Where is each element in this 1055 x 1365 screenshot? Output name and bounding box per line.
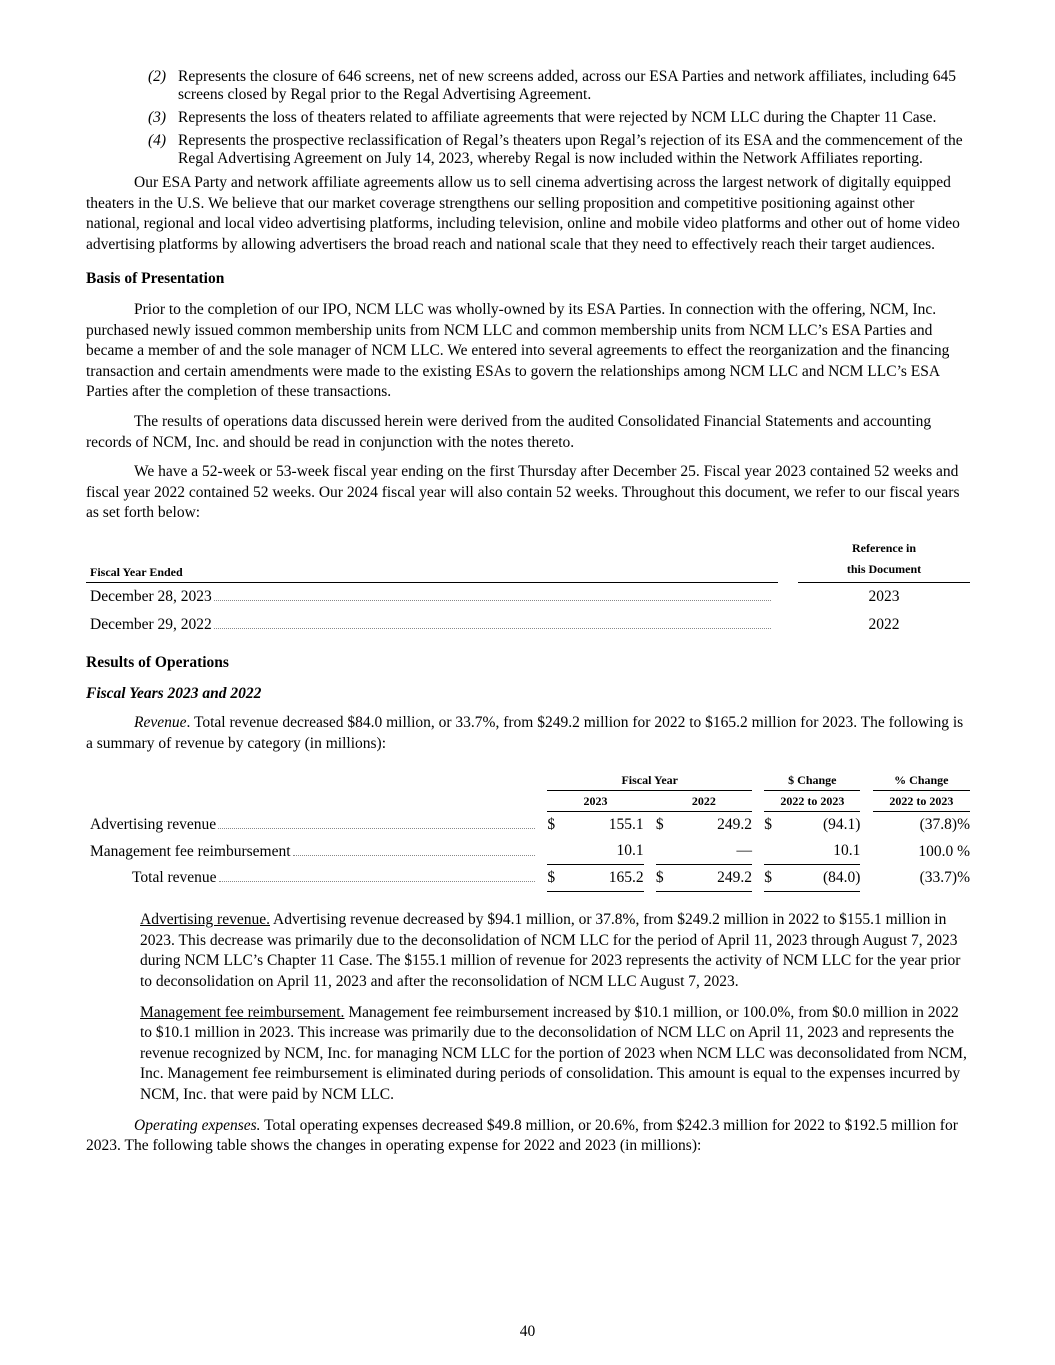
pct-change: (33.7)% (919, 869, 970, 887)
table-row (86, 582, 970, 611)
dollar-change: (94.1) (822, 816, 861, 834)
currency-symbol: $ (656, 865, 670, 892)
fy-col-header: Fiscal Year Ended (86, 538, 778, 583)
range-header: 2022 to 2023 (873, 791, 970, 812)
page-number: 40 (519, 1323, 536, 1340)
advertising-revenue-text: Advertising revenue decreased by $94.1 million, or 37.8%, from $249.2 million in 2022 to $155.1 million in 2023. This decrease was primarily due to the deconsolidation of NCM LLC for the period of April 11, 2023 through August 7, 2023 during NCM LLC’s Chapter 11 Case. The $155.1 million of revenue for 2023 represents the activity of NCM LLC for the year prior to deconsolidation on April 11, 2023 and after the reconsolidation of NCM LLC August 7, 2023. (140, 911, 961, 991)
footnote-number: (2) (148, 68, 167, 85)
row-label: Total revenue (132, 869, 217, 887)
revenue-table (86, 770, 970, 892)
table-row (86, 611, 970, 639)
operating-expenses-paragraph (86, 1116, 970, 1157)
ref-header-line1: Reference in (851, 540, 917, 555)
mgmt-fee-lead: Management fee reimbursement. (140, 1003, 345, 1021)
footnote-2 (148, 68, 970, 104)
dollar-change: 10.1 (779, 838, 861, 865)
footnote-text: Represents the closure of 646 screens, net of new screens added, across our ESA Parties and network affiliates, including 645 screens closed by Regal prior to the Regal Advertising Agreement. (178, 68, 956, 103)
fy-ended: December 29, 2022 (90, 615, 212, 633)
currency-symbol: $ (764, 816, 773, 834)
footnote-text: Represents the loss of theaters related to affiliate agreements that were rejected by NCM LLC during the Chapter 11 Case. (178, 109, 937, 126)
advertising-revenue-paragraph (140, 910, 970, 992)
year-2023-header: 2023 (547, 791, 643, 812)
revenue-intro (86, 713, 970, 754)
table-row-total (86, 865, 970, 892)
mgmt-fee-paragraph (140, 1003, 970, 1106)
revenue-lead: Revenue (134, 714, 187, 732)
fy-ref: 2022 (868, 615, 900, 633)
operating-expenses-text: Total operating expenses decreased $49.8 million, or 20.6%, from $242.3 million for 2022 to $192.5 million for 2023. The following table shows the changes in operating expense for 2022 and 2023 (in millions): (86, 1116, 958, 1155)
document-page (86, 68, 970, 1166)
fiscal-year-table (86, 538, 970, 639)
value-2022: — (670, 838, 752, 865)
currency-symbol (547, 838, 561, 865)
table-row (86, 812, 970, 839)
row-label: Advertising revenue (90, 816, 217, 834)
pct-change: (37.8)% (919, 816, 970, 834)
year-2022-header: 2022 (656, 791, 752, 812)
currency-symbol: $ (764, 865, 778, 892)
fy-ref: 2023 (868, 587, 900, 605)
ref-header-line2: this Document (846, 561, 922, 576)
footnote-3 (148, 109, 970, 127)
currency-symbol: $ (547, 865, 561, 892)
value-2023: 10.1 (562, 838, 644, 865)
mgmt-fee-text: Management fee reimbursement increased by $10.1 million, or 100.0%, from $0.0 million in 2022 to $10.1 million in 2023. This increase was primarily due to the deconsolidation of NCM LLC on April 11, 2023 and represents the revenue recognized by NCM, Inc. for managing NCM LLC for the portion of 2023 when NCM LLC was deconsolidated from NCM, Inc. Management fee reimbursement is eliminated during periods of consolidation. This amount is equal to the expenses incurred by NCM, Inc. that were paid by NCM LLC. (140, 1003, 967, 1104)
currency-symbol: $ (547, 816, 556, 834)
pct-change: 100.0 % (918, 842, 970, 860)
value-2023: 165.2 (562, 865, 644, 892)
value-2023: 155.1 (608, 816, 644, 834)
results-heading: Results of Operations (86, 653, 229, 671)
fiscal-years-heading: Fiscal Years 2023 and 2022 (86, 684, 262, 702)
value-2022: 249.2 (670, 865, 752, 892)
basis-heading: Basis of Presentation (86, 270, 225, 288)
currency-symbol (656, 838, 670, 865)
basis-paragraph-1: Prior to the completion of our IPO, NCM LLC was wholly-owned by its ESA Parties. In connection with the offering, NCM, Inc. purchased newly issued common membership units from NCM LLC and common membership units from NCM LLC’s ESA Parties and became a member of and the sole manager of NCM LLC. We entered into several agreements to effect the reorganization and the financing transaction and certain amendments were made to the existing ESAs to govern the relationships among NCM LLC and NCM LLC’s ESA Parties after the completion of these transactions. (86, 300, 950, 401)
ref-col-header (798, 538, 970, 583)
row-label: Management fee reimbursement (90, 842, 291, 860)
fy-ended: December 28, 2023 (90, 587, 212, 605)
basis-paragraph-3: We have a 52-week or 53-week fiscal year ending on the first Thursday after December 25. Fiscal year 2023 contained 52 weeks and fiscal year 2022 contained 52 weeks. Our 2024 fiscal year will also contain 52 weeks. Throughout this document, we refer to our fiscal years as set forth below: (86, 463, 960, 522)
dollar-change-header: $ Change (764, 770, 860, 791)
footnote-text: Represents the prospective reclassification of Regal’s theaters upon Regal’s rejection of its ESA and the commencement of the Regal Advertising Agreement on July 14, 2023, whereby Regal is now included within the Network Affiliates reporting. (178, 132, 963, 167)
range-header: 2022 to 2023 (764, 791, 860, 812)
fiscal-year-header: Fiscal Year (547, 770, 752, 791)
footnote-number: (3) (148, 109, 167, 126)
dollar-change: (84.0) (779, 865, 861, 892)
footnote-4 (148, 132, 970, 168)
revenue-intro-text: . Total revenue decreased $84.0 million, or 33.7%, from $249.2 million for 2022 to $165.2 million for 2023. The following is a summary of revenue by category (in millions): (86, 714, 964, 752)
advertising-revenue-lead: Advertising revenue. (140, 911, 270, 929)
currency-symbol: $ (655, 816, 664, 834)
currency-symbol (764, 838, 778, 865)
operating-expenses-lead: Operating expenses. (134, 1116, 261, 1134)
footnote-number: (4) (148, 132, 167, 149)
value-2022: 249.2 (717, 816, 752, 834)
pct-change-header: % Change (873, 770, 970, 791)
basis-paragraph-2: The results of operations data discussed herein were derived from the audited Consolidated Financial Statements and accounting records of NCM, Inc. and should be read in conjunction with the notes thereto. (86, 412, 932, 451)
network-paragraph: Our ESA Party and network affiliate agreements allow us to sell cinema advertising across the largest network of digitally equipped theaters in the U.S. We believe that our market coverage strengthens our selling proposition and competitive positioning against other national, regional and local video advertising platforms, including television, online and mobile video platforms and other out of home video advertising platforms by allowing advertisers the broad reach and national scale that they need to effectively reach their target audiences. (86, 174, 960, 253)
table-row (86, 838, 970, 865)
